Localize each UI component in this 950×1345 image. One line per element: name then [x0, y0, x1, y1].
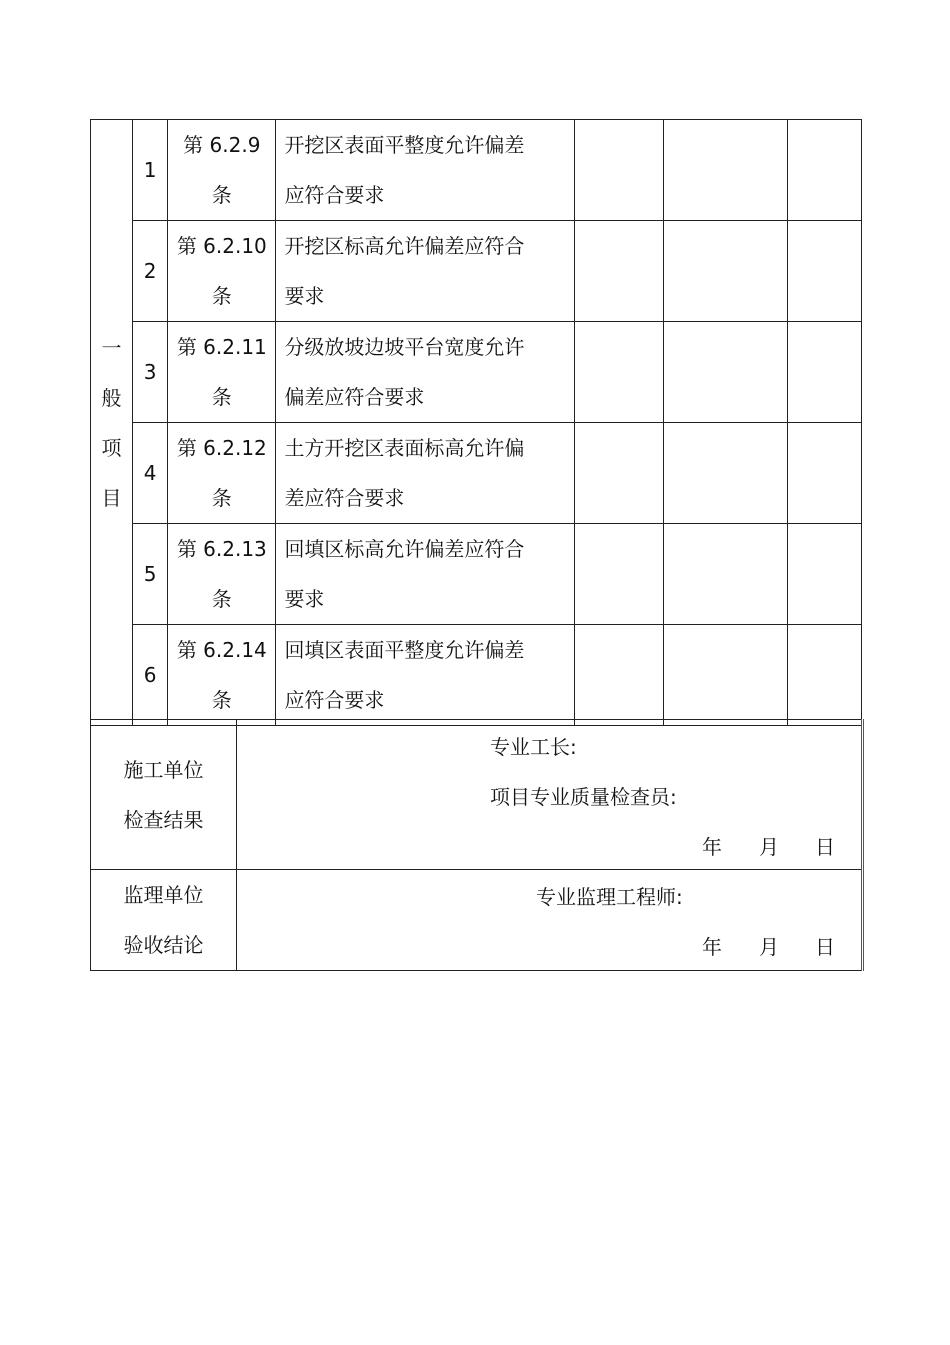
item-number: 6 — [133, 625, 168, 726]
supervising-engineer-label: 专业监理工程师: — [536, 885, 683, 909]
clause-line: 条 — [211, 587, 232, 611]
description-line: 要求 — [284, 587, 325, 611]
signoff-table — [90, 719, 864, 971]
clause-line: 第 6.2.10 — [176, 234, 267, 258]
clause-cell — [168, 322, 276, 423]
clause-line: 条 — [211, 183, 232, 207]
clause-cell — [168, 524, 276, 625]
table-row — [91, 120, 862, 221]
empty-cell[interactable] — [575, 120, 664, 221]
year-label: 年 — [702, 935, 722, 959]
construction-label-line: 施工单位 — [123, 757, 204, 782]
empty-cell[interactable] — [575, 322, 664, 423]
empty-cell[interactable] — [664, 524, 787, 625]
description-line: 回填区表面平整度允许偏差 — [284, 638, 525, 662]
item-number: 5 — [133, 524, 168, 625]
description-line: 差应符合要求 — [284, 486, 405, 510]
clause-line: 第 6.2.12 — [176, 436, 267, 460]
clause-line: 条 — [211, 385, 232, 409]
empty-cell[interactable] — [664, 322, 787, 423]
empty-cell[interactable] — [664, 423, 787, 524]
table-row — [91, 322, 862, 423]
supervision-label-line: 验收结论 — [123, 933, 204, 957]
item-number: 4 — [133, 423, 168, 524]
empty-cell[interactable] — [787, 524, 861, 625]
description-line: 开挖区标高允许偏差应符合 — [284, 234, 525, 258]
empty-cell[interactable] — [664, 625, 787, 726]
description-line: 要求 — [284, 284, 325, 308]
general-items-table — [90, 119, 862, 726]
table-row — [91, 221, 862, 322]
item-number: 1 — [133, 120, 168, 221]
construction-row — [91, 720, 863, 870]
table-row — [91, 625, 862, 726]
description-cell — [276, 625, 575, 726]
description-line: 分级放坡边坡平台宽度允许 — [284, 335, 525, 359]
empty-cell[interactable] — [575, 524, 664, 625]
description-line: 应符合要求 — [284, 688, 385, 712]
description-line: 偏差应符合要求 — [284, 385, 425, 409]
day-label: 日 — [815, 935, 835, 959]
clause-cell — [168, 120, 276, 221]
empty-cell[interactable] — [787, 423, 861, 524]
category-cell — [91, 120, 133, 726]
item-number: 3 — [133, 322, 168, 423]
month-label: 月 — [759, 935, 779, 959]
construction-label-line: 检查结果 — [123, 807, 204, 832]
foreman-label: 专业工长: — [490, 735, 577, 759]
clause-line: 第 6.2.11 — [176, 335, 267, 359]
table-row — [91, 423, 862, 524]
category-char: 项 — [101, 435, 122, 460]
description-line: 开挖区表面平整度允许偏差 — [284, 133, 525, 157]
clause-line: 条 — [211, 688, 232, 712]
construction-label — [91, 720, 237, 870]
description-line: 回填区标高允许偏差应符合 — [284, 537, 525, 561]
category-char: 一 — [101, 335, 122, 360]
description-cell — [276, 524, 575, 625]
clause-line: 条 — [211, 284, 232, 308]
day-label: 日 — [815, 835, 835, 859]
description-cell — [276, 423, 575, 524]
inspector-label: 项目专业质量检查员: — [490, 785, 677, 809]
empty-cell[interactable] — [664, 120, 787, 221]
description-cell — [276, 322, 575, 423]
supervision-result-cell[interactable] — [237, 870, 863, 971]
year-label: 年 — [702, 835, 722, 859]
clause-line: 第 6.2.9 — [183, 133, 261, 157]
construction-result-cell[interactable] — [237, 720, 863, 870]
clause-line: 条 — [211, 486, 232, 510]
category-char: 般 — [101, 385, 122, 410]
supervision-row — [91, 870, 863, 971]
empty-cell[interactable] — [787, 221, 861, 322]
description-line: 土方开挖区表面标高允许偏 — [284, 436, 525, 460]
table-row — [91, 524, 862, 625]
category-char: 目 — [101, 485, 122, 510]
clause-line: 第 6.2.13 — [176, 537, 267, 561]
empty-cell[interactable] — [575, 221, 664, 322]
description-cell — [276, 221, 575, 322]
supervision-label — [91, 870, 237, 971]
description-cell — [276, 120, 575, 221]
item-number: 2 — [133, 221, 168, 322]
month-label: 月 — [759, 835, 779, 859]
empty-cell[interactable] — [664, 221, 787, 322]
empty-cell[interactable] — [787, 625, 861, 726]
supervision-label-line: 监理单位 — [123, 883, 204, 907]
empty-cell[interactable] — [575, 625, 664, 726]
empty-cell[interactable] — [787, 322, 861, 423]
empty-cell[interactable] — [575, 423, 664, 524]
empty-cell[interactable] — [787, 120, 861, 221]
clause-cell — [168, 423, 276, 524]
description-line: 应符合要求 — [284, 183, 385, 207]
clause-cell — [168, 625, 276, 726]
clause-cell — [168, 221, 276, 322]
clause-line: 第 6.2.14 — [176, 638, 267, 662]
